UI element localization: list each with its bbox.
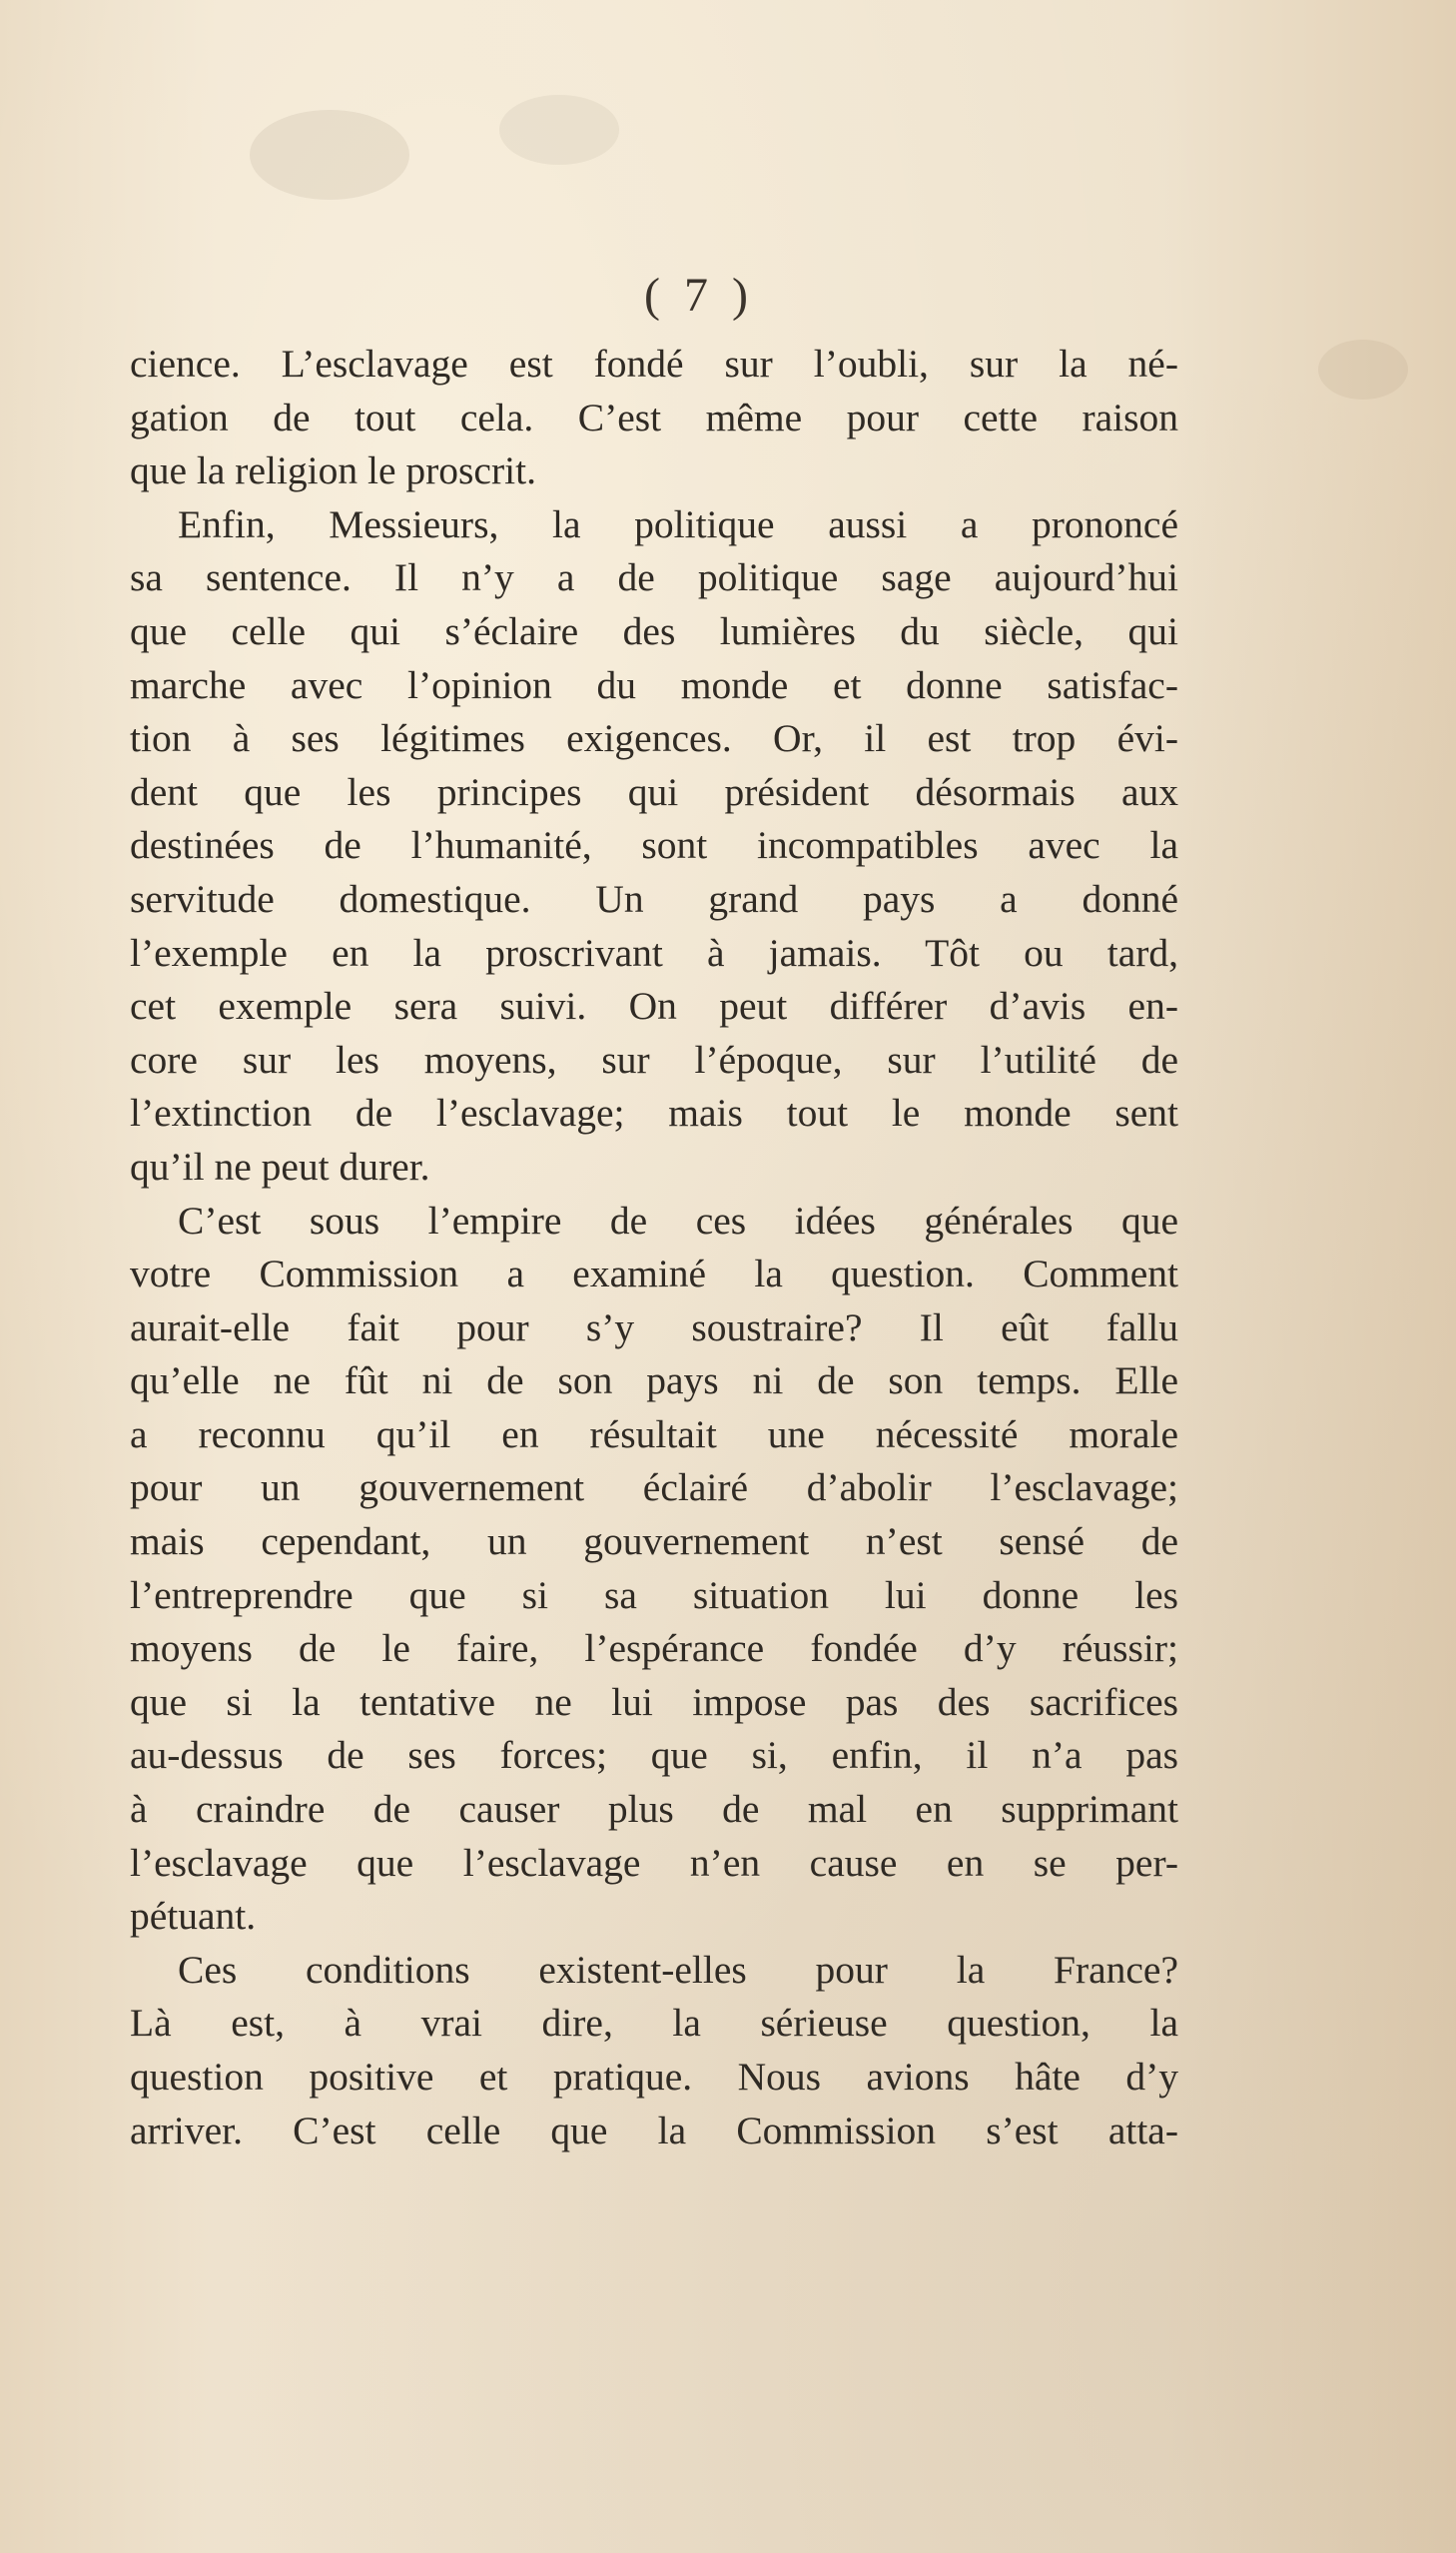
text-line: moyens de le faire, l’espérance fondée d’y réussir; <box>130 1626 1178 1671</box>
text-line: gation de tout cela. C’est même pour cette raison <box>130 395 1178 439</box>
text-line: Enfin, Messieurs, la politique aussi a prononcé <box>178 501 1178 546</box>
text-line: core sur les moyens, sur l’époque, sur l’utilité de <box>130 1037 1178 1082</box>
paper-stain <box>250 110 409 200</box>
text-line: l’extinction de l’esclavage; mais tout le monde sent <box>130 1091 1178 1136</box>
text-line: que si la tentative ne lui impose pas des sacrifices <box>130 1679 1178 1724</box>
text-line: cet exemple sera suivi. On peut différer d’avis en- <box>130 984 1178 1029</box>
text-line: mais cependant, un gouvernement n’est sensé de <box>130 1519 1178 1564</box>
text-line: pétuant. <box>130 1894 257 1939</box>
paragraph <box>130 1195 1178 1944</box>
text-line: l’entreprendre que si sa situation lui donne les <box>130 1572 1178 1617</box>
text-line: Là est, à vrai dire, la sérieuse question, la <box>130 2001 1178 2046</box>
text-line: qu’elle ne fût ni de son pays ni de son temps. Elle <box>130 1358 1178 1403</box>
text-line: destinées de l’humanité, sont incompatibles avec la <box>130 823 1178 868</box>
text-line: cience. L’esclavage est fondé sur l’oubli, sur la né- <box>130 342 1178 386</box>
text-line: votre Commission a examiné la question. Comment <box>130 1252 1178 1296</box>
text-line: que la religion le proscrit. <box>130 448 536 493</box>
text-line: a reconnu qu’il en résultait une nécessité morale <box>130 1411 1178 1456</box>
text-line: question positive et pratique. Nous avions hâte d’y <box>130 2055 1178 2099</box>
paragraph <box>130 1944 1178 2157</box>
text-line: tion à ses légitimes exigences. Or, il est trop évi- <box>130 716 1178 761</box>
paragraph <box>130 338 1178 498</box>
text-line: l’exemple en la proscrivant à jamais. Tôt ou tard, <box>130 930 1178 975</box>
text-line: C’est sous l’empire de ces idées générales que <box>178 1198 1178 1243</box>
text-line: à craindre de causer plus de mal en supprimant <box>130 1787 1178 1832</box>
text-line: au-dessus de ses forces; que si, enfin, il n’a pas <box>130 1733 1178 1778</box>
text-line: qu’il ne peut durer. <box>130 1144 430 1189</box>
body-text <box>130 338 1178 2157</box>
paper-stain <box>499 95 619 165</box>
text-line: dent que les principes qui président désormais aux <box>130 769 1178 814</box>
text-line: marche avec l’opinion du monde et donne satisfac- <box>130 662 1178 707</box>
text-line: arriver. C’est celle que la Commission s’est atta- <box>130 2108 1178 2152</box>
text-line: sa sentence. Il n’y a de politique sage aujourd’hui <box>130 555 1178 600</box>
page-number: ( 7 ) <box>644 269 754 322</box>
text-line: Ces conditions existent-elles pour la France? <box>178 1947 1178 1992</box>
text-line: que celle qui s’éclaire des lumières du siècle, qui <box>130 608 1178 653</box>
text-line: pour un gouvernement éclairé d’abolir l’esclavage; <box>130 1465 1178 1510</box>
text-line: servitude domestique. Un grand pays a donné <box>130 876 1178 921</box>
paragraph <box>130 498 1178 1195</box>
text-line: aurait-elle fait pour s’y soustraire? Il eût fallu <box>130 1304 1178 1349</box>
paper-stain <box>1318 340 1408 400</box>
text-line: l’esclavage que l’esclavage n’en cause en se per- <box>130 1840 1178 1885</box>
